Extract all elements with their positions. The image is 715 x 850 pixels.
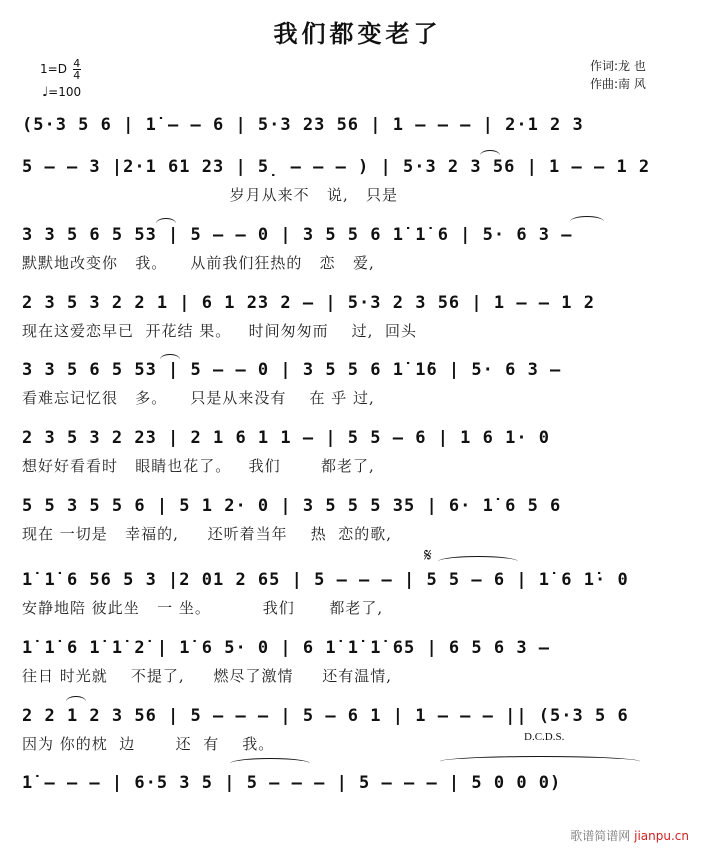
time-signature (73, 58, 81, 81)
notes-line: (5·3 5 6 | 1̇ – – 6 | 5·3 23 56 | 1 – – – | 2·1 2 3 (22, 115, 584, 135)
score-line-4 (22, 290, 694, 352)
score-line-11 (22, 770, 694, 832)
notes-line: 3 3 5 6 5 53 | 5 – – 0 | 3 5 5 6 1̇ 1̇ 6 | 5· 6 3 – (22, 225, 573, 245)
lyrics-line: 默默地改变你 我。 从前我们狂热的 恋 爱, (22, 254, 375, 272)
dcds-marking: D.C.D.S. (524, 731, 565, 743)
slur-mark (440, 756, 640, 767)
slur-mark (230, 758, 310, 769)
notes-line: 5 5 3 5 5 6 | 5 1 2· 0 | 3 5 5 5 35 | 6· 1̇ 6 5 6 (22, 496, 562, 516)
watermark-url: jianpu.cn (634, 829, 689, 843)
lyrics-line: 安静地陪 彼此坐 一 坐。 我们 都老了, (22, 599, 384, 617)
score-line-7 (22, 493, 694, 555)
watermark-site-name: 歌谱简谱网 (570, 829, 631, 843)
lyrics-line: 现在这爱恋早已 开花结 果。 时间匆匆而 过, 回头 (22, 322, 417, 340)
quarter-note-icon: ♩ (42, 85, 49, 100)
lyrics-line: 因为 你的枕 边 还 有 我。 (22, 735, 275, 753)
notes-line: 2 2 1 2 3 56 | 5 – – – | 5 – 6 1 | 1 – – – || (5·3 5 6 (22, 706, 629, 726)
slur-mark (438, 556, 518, 567)
segno-sign: 𝄋 (424, 545, 432, 566)
site-watermark (570, 827, 689, 844)
score-line-9 (22, 635, 694, 697)
score-line-5 (22, 357, 694, 419)
slur-mark (66, 696, 86, 707)
lyrics-line: 岁月从来不 说, 只是 (22, 186, 399, 204)
score-line-10 (22, 703, 694, 765)
song-title: 我们都变老了 (273, 19, 442, 48)
tempo-value: =100 (48, 85, 82, 99)
score-line-6 (22, 425, 694, 487)
lyrics-line: 现在 一切是 幸福的, 还听着当年 热 恋的歌, (22, 525, 393, 543)
time-signature-bottom: 4 (73, 69, 81, 82)
key-signature (40, 58, 81, 81)
notes-line: 2 3 5 3 2 23 | 2 1 6 1 1 – | 5 5 – 6 | 1 6 1· 0 (22, 428, 551, 448)
lyrics-line (22, 800, 694, 822)
lyricist-credit: 作词:龙 也 (590, 59, 646, 73)
time-signature-top: 4 (73, 57, 81, 70)
key-label: 1=D (40, 62, 67, 76)
notes-line: 1̇ 1̇ 6 56 5 3 |2 01 2 65 | 5 – – – | 5 5 – 6 | 1̇ 6 1̇· 0 (22, 570, 629, 590)
score-line-8 (22, 545, 694, 629)
notes-line: 1̇ – – – | 6·5 3 5 | 5 – – – | 5 – – – | 5 0 0 0) (22, 773, 562, 793)
lyrics-line: 看难忘记忆很 多。 只是从来没有 在 乎 过, (22, 389, 375, 407)
lyrics-line: 往日 时光就 不提了, 燃尽了激情 还有温情, (22, 667, 393, 685)
notes-line: 2 3 5 3 2 2 1 | 6 1 23 2 – | 5·3 2 3 56 | 1 – – 1 2 (22, 293, 595, 313)
notes-line: 3 3 5 6 5 53 | 5 – – 0 | 3 5 5 6 1̇ 1̇6 | 5· 6 3 – (22, 360, 562, 380)
notes-line: 5 – – 3 |2·1 61 23 | 5̣ – – – ) | 5·3 2 3 56 | 1 – – 1 2 (22, 157, 651, 177)
slur-mark (570, 216, 604, 227)
composer-credit: 作曲:南 风 (590, 77, 646, 91)
slur-mark (160, 354, 180, 365)
score-line-3 (22, 222, 694, 284)
tempo-marking (42, 84, 81, 101)
notes-line: 1̇ 1̇ 6 1̇ 1̇ 2̇ | 1̇ 6 5· 0 | 6 1̇ 1̇ 1̇ 65 | 6 5 6 3 – (22, 638, 551, 658)
slur-mark (156, 218, 176, 229)
slur-mark (480, 150, 500, 161)
score-line-2 (22, 154, 694, 216)
lyrics-line: 想好好看看时 眼睛也花了。 我们 都老了, (22, 457, 375, 475)
